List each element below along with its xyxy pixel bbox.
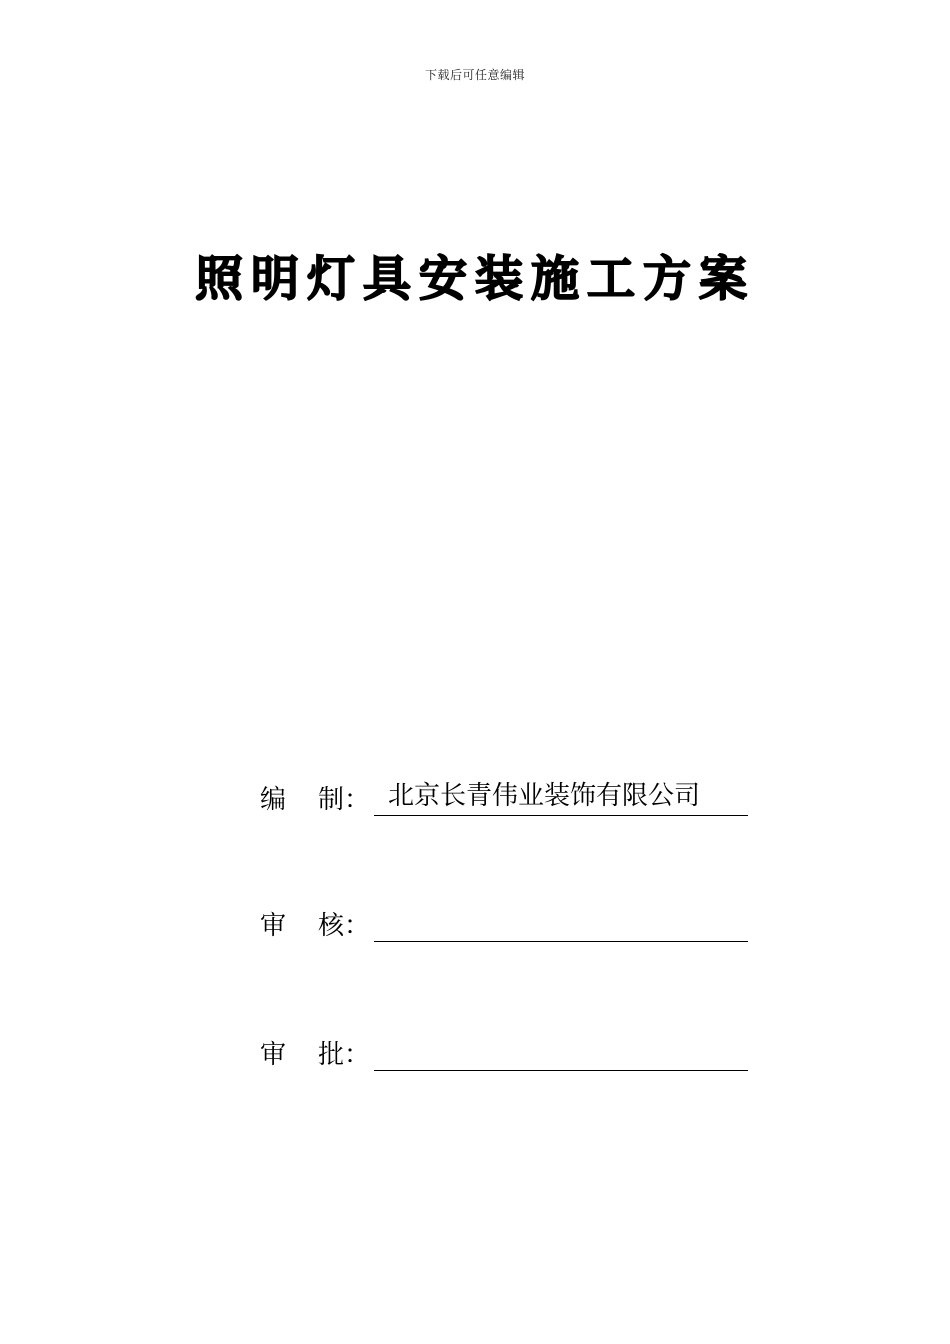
signature-row-reviewed-by (260, 902, 748, 942)
reviewed-by-colon: ： (344, 911, 371, 941)
approved-by-field (374, 1034, 748, 1071)
reviewed-by-label-char-1: 审 (260, 911, 287, 941)
document-title: 照明灯具安装施工方案 (194, 251, 755, 307)
reviewed-by-label (260, 905, 374, 942)
compiled-by-label-char-1: 编 (260, 785, 287, 815)
approved-by-label-char-2: 批 (318, 1040, 345, 1070)
reviewed-by-field (374, 905, 748, 942)
compiled-by-colon: ： (344, 785, 371, 815)
approved-by-label (260, 1034, 374, 1071)
header-note: 下载后可任意编辑 (424, 68, 525, 82)
compiled-by-label (260, 779, 374, 816)
approved-by-colon: ： (344, 1040, 371, 1070)
reviewed-by-label-char-2: 核 (318, 911, 345, 941)
approved-by-label-char-1: 审 (260, 1040, 287, 1070)
signature-row-compiled-by (260, 776, 748, 816)
compiled-by-label-char-2: 制 (318, 785, 345, 815)
compiled-by-field: 北京长青伟业装饰有限公司 (374, 779, 748, 816)
signature-row-approved-by (260, 1031, 748, 1071)
